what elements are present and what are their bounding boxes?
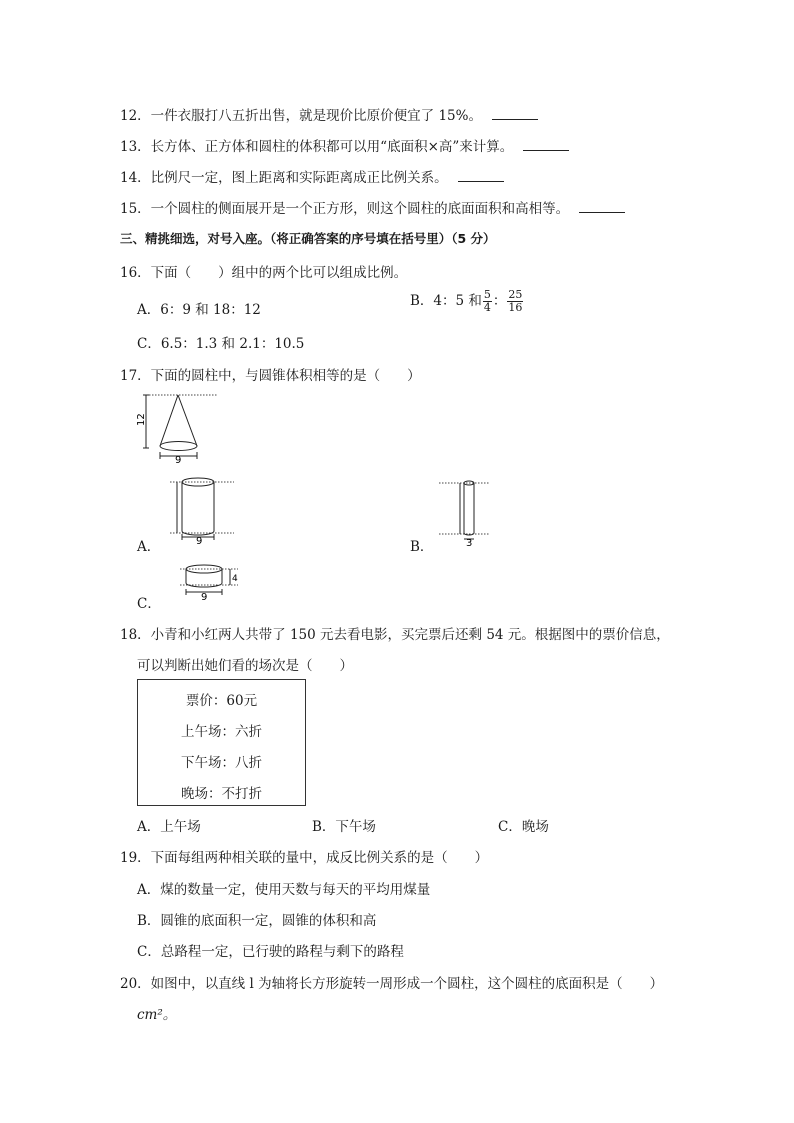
fraction-denominator: 4 <box>483 301 491 314</box>
question-18-option-b[interactable]: B．下午场 <box>312 819 376 835</box>
cylinder-c-base-label: 9 <box>201 592 208 603</box>
cone-base-label: 9 <box>175 455 182 466</box>
question-12 <box>120 104 538 124</box>
cylinder-a-figure <box>170 476 260 548</box>
question-18-option-a[interactable]: A．上午场 <box>137 819 201 835</box>
question-13-text: 13．长方体、正方体和圆柱的体积都可以用“底面积×高”来计算。 <box>120 139 514 155</box>
ticket-afternoon: 下午场：八折 <box>181 755 262 771</box>
cylinder-b-base-label: 3 <box>466 538 473 549</box>
question-16-option-c[interactable]: C．6.5：1.3 和 2.1：10.5 <box>137 336 305 352</box>
fraction-denominator: 16 <box>508 301 523 314</box>
fraction-numerator: 25 <box>508 288 523 301</box>
question-17-stem: 17．下面的圆柱中，与圆锥体积相等的是（ ） <box>120 368 421 384</box>
question-18-stem-line-1: 18．小青和小红两人共带了 150 元去看电影，买完票后还剩 54 元。根据图中的票价信息， <box>120 627 670 643</box>
question-17-option-a[interactable]: A． <box>137 539 161 555</box>
question-15-text: 15．一个圆柱的侧面展开是一个正方形，则这个圆柱的底面面积和高相等。 <box>120 201 570 217</box>
question-17-option-c[interactable]: C． <box>137 596 161 612</box>
question-16-option-b[interactable] <box>410 289 524 314</box>
question-19-stem: 19．下面每组两种相关联的量中，成反比例关系的是（ ） <box>120 850 489 866</box>
fraction-25-16 <box>507 289 523 314</box>
question-19-option-a[interactable]: A．煤的数量一定，使用天数与每天的平均用煤量 <box>137 882 431 898</box>
ticket-morning: 上午场：六折 <box>181 724 262 740</box>
question-13 <box>120 135 569 155</box>
cylinder-a-base-label: 9 <box>196 536 203 547</box>
question-19-option-c[interactable]: C．总路程一定，已行驶的路程与剩下的路程 <box>137 944 404 960</box>
cylinder-c-height-label: 4 <box>232 574 238 584</box>
question-20-stem: 20．如图中，以直线 l 为轴将长方形旋转一周形成一个圆柱，这个圆柱的底面积是（ ） <box>120 976 664 992</box>
question-18-stem-line-2: 可以判断出她们看的场次是（ ） <box>137 658 353 674</box>
fraction-numerator: 5 <box>483 288 491 301</box>
answer-blank[interactable] <box>579 200 625 213</box>
answer-blank[interactable] <box>458 169 504 182</box>
question-15 <box>120 197 625 217</box>
section-3-title: 三、精挑细选，对号入座。（将正确答案的序号填在括号里）（5 分） <box>120 231 496 246</box>
question-19-option-b[interactable]: B．圆锥的底面积一定，圆锥的体积和高 <box>137 913 377 929</box>
question-16-option-a[interactable]: A．6：9 和 18：12 <box>137 302 261 318</box>
cylinder-b-figure <box>435 476 495 548</box>
cylinder-c-figure <box>172 562 252 602</box>
fraction-5-4 <box>483 289 492 314</box>
answer-blank[interactable] <box>492 107 538 120</box>
cone-figure <box>136 392 228 466</box>
question-14 <box>120 166 504 186</box>
ticket-price-box <box>137 679 306 806</box>
question-16-stem: 16．下面（ ）组中的两个比可以组成比例。 <box>120 265 408 281</box>
question-17-option-b[interactable]: B． <box>410 539 434 555</box>
ticket-price: 票价：60元 <box>185 693 258 709</box>
cone-height-label: 12 <box>136 413 147 426</box>
question-18-option-c[interactable]: C．晚场 <box>498 819 549 835</box>
ticket-evening: 晚场：不打折 <box>181 786 262 802</box>
answer-blank[interactable] <box>523 138 569 151</box>
question-12-text: 12．一件衣服打八五折出售，就是现价比原价便宜了 15%。 <box>120 108 482 124</box>
question-20-unit: cm²。 <box>137 1007 177 1023</box>
ratio-colon: ： <box>492 293 507 309</box>
option-b-prefix: B．4：5 和 <box>410 293 482 309</box>
question-14-text: 14．比例尺一定，图上距离和实际距离成正比例关系。 <box>120 170 448 186</box>
